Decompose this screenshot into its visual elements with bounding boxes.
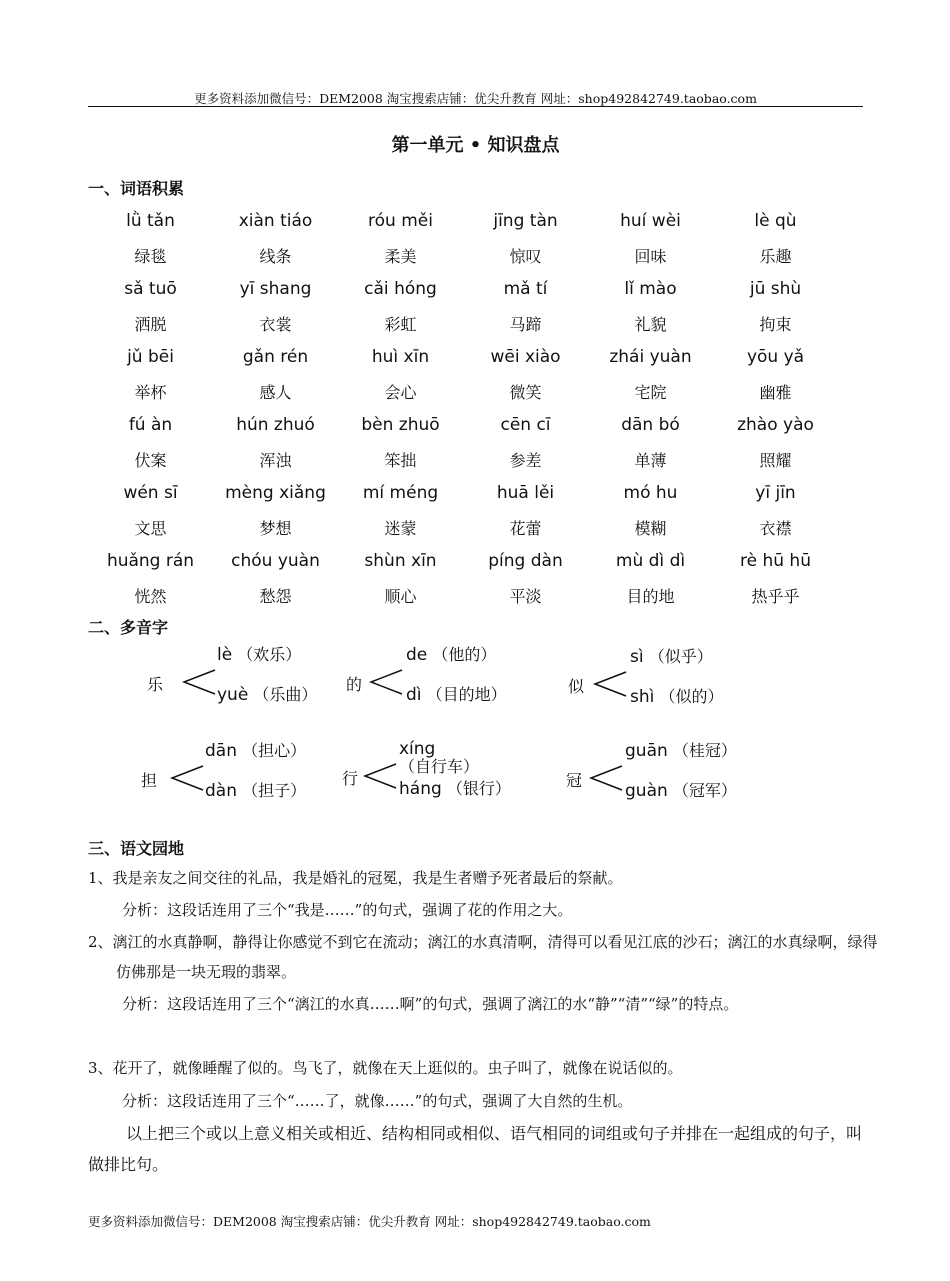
pinyin: huā lěi bbox=[496, 483, 555, 503]
polyphone-char: 担 bbox=[141, 771, 158, 790]
word: 梦想 bbox=[259, 518, 292, 538]
pinyin: lǐ mào bbox=[624, 279, 677, 299]
word: 平淡 bbox=[509, 586, 542, 606]
word: 回味 bbox=[634, 246, 667, 266]
brace-icon bbox=[588, 764, 624, 792]
reading-pinyin: guān bbox=[625, 741, 668, 761]
pinyin: rè hū hū bbox=[740, 551, 811, 571]
word: 衣裳 bbox=[259, 314, 292, 334]
pinyin: xiàn tiáo bbox=[238, 211, 313, 231]
hanzi-row bbox=[88, 306, 863, 340]
reading-2 bbox=[406, 686, 521, 704]
word: 乐趣 bbox=[759, 246, 792, 266]
example-sentence bbox=[88, 927, 878, 987]
section-heading-polyphones: 二、多音字 bbox=[88, 618, 169, 637]
reading-1 bbox=[399, 740, 519, 776]
hanzi-row bbox=[88, 374, 863, 408]
reading-word: （桂冠） bbox=[672, 741, 737, 760]
reading-pinyin: shì bbox=[630, 687, 655, 707]
example-sentence-text: 2、漓江的水真静啊，静得让你感觉不到它在流动；漓江的水真清啊，清得可以看见江底的沙石；漓江的水真绿啊，绿得仿佛那是一块无瑕的翡翠。 bbox=[88, 933, 878, 981]
pinyin-row bbox=[88, 340, 863, 374]
page-header: 更多资料添加微信号：DEM2008 淘宝搜索店铺：优尖升教育 网址：shop492842749.taobao.com bbox=[194, 91, 757, 106]
brace-icon bbox=[368, 668, 404, 696]
word: 马蹄 bbox=[509, 314, 542, 334]
reading-pinyin: dì bbox=[406, 685, 422, 705]
pinyin: lǜ tǎn bbox=[126, 211, 175, 231]
reading-pinyin: dàn bbox=[205, 781, 237, 801]
word: 顺心 bbox=[384, 586, 417, 606]
reading-word: （担心） bbox=[242, 741, 307, 760]
polyphone-group bbox=[342, 740, 532, 812]
section-heading-language-garden: 三、语文园地 bbox=[88, 839, 185, 858]
pinyin: huí wèi bbox=[620, 211, 681, 231]
reading-word: （担子） bbox=[242, 781, 307, 800]
polyphone-group bbox=[568, 648, 758, 720]
word: 单薄 bbox=[634, 450, 667, 470]
pinyin: shùn xīn bbox=[364, 551, 437, 571]
reading-word: （自行车） bbox=[399, 757, 480, 776]
pinyin: yī shang bbox=[239, 279, 312, 299]
pinyin-row bbox=[88, 408, 863, 442]
reading-pinyin: xíng bbox=[399, 739, 436, 759]
reading-pinyin: guàn bbox=[625, 781, 668, 801]
word: 微笑 bbox=[509, 382, 542, 402]
pinyin: zhào yào bbox=[737, 415, 814, 435]
polyphone-group bbox=[141, 742, 331, 814]
pinyin: yōu yǎ bbox=[746, 347, 805, 367]
pinyin-row bbox=[88, 476, 863, 510]
header-divider bbox=[88, 106, 863, 107]
polyphone-char: 似 bbox=[568, 677, 585, 696]
pinyin: mèng xiǎng bbox=[225, 483, 326, 503]
reading-1 bbox=[625, 742, 740, 760]
vocabulary-grid bbox=[88, 204, 863, 612]
pinyin: zhái yuàn bbox=[609, 347, 692, 367]
reading-word: （冠军） bbox=[672, 781, 737, 800]
polyphone-group bbox=[346, 646, 536, 718]
example-sentence: 1、我是亲友之间交往的礼品，我是婚礼的冠冕，我是生者赠予死者最后的祭献。 bbox=[88, 869, 623, 887]
brace-icon bbox=[362, 762, 398, 790]
pinyin: píng dàn bbox=[488, 551, 563, 571]
word: 宅院 bbox=[634, 382, 667, 402]
pinyin: mǎ tí bbox=[503, 279, 548, 299]
word: 衣襟 bbox=[759, 518, 792, 538]
word: 伏案 bbox=[134, 450, 167, 470]
hanzi-row bbox=[88, 510, 863, 544]
reading-pinyin: de bbox=[406, 645, 428, 665]
word: 彩虹 bbox=[384, 314, 417, 334]
word: 柔美 bbox=[384, 246, 417, 266]
reading-word: （似的） bbox=[659, 687, 724, 706]
pinyin: cǎi hóng bbox=[364, 279, 437, 299]
pinyin-row bbox=[88, 544, 863, 578]
reading-pinyin: háng bbox=[399, 779, 442, 799]
reading-pinyin: dān bbox=[205, 741, 237, 761]
hanzi-row bbox=[88, 578, 863, 612]
pinyin: chóu yuàn bbox=[231, 551, 320, 571]
reading-1 bbox=[630, 648, 745, 666]
analysis-text: 分析：这段话连用了三个“漓江的水真……啊”的句式，强调了漓江的水“静”“清”“绿”的特点。 bbox=[122, 995, 739, 1013]
word: 拘束 bbox=[759, 314, 792, 334]
reading-word: （似乎） bbox=[648, 647, 713, 666]
word: 幽雅 bbox=[759, 382, 792, 402]
word: 热乎乎 bbox=[751, 586, 800, 606]
pinyin: mó hu bbox=[623, 483, 678, 503]
word: 照耀 bbox=[759, 450, 792, 470]
reading-2 bbox=[217, 686, 332, 704]
summary-text: 以上把三个或以上意义相关或相近、结构相同或相似、语气相同的词组或句子并排在一起组成的句子，叫做排比句。 bbox=[88, 1124, 863, 1174]
polyphone-char: 乐 bbox=[147, 675, 164, 694]
pinyin: bèn zhuō bbox=[361, 415, 440, 435]
hanzi-row bbox=[88, 238, 863, 272]
word: 恍然 bbox=[134, 586, 167, 606]
pinyin: hún zhuó bbox=[236, 415, 315, 435]
example-sentence: 3、花开了，就像睡醒了似的。鸟飞了，就像在天上逛似的。虫子叫了，就像在说话似的。 bbox=[88, 1059, 683, 1077]
word: 洒脱 bbox=[134, 314, 167, 334]
polyphone-group bbox=[566, 742, 756, 814]
reading-word: （他的） bbox=[432, 645, 497, 664]
word: 线条 bbox=[259, 246, 292, 266]
reading-pinyin: sì bbox=[630, 647, 644, 667]
pinyin: mí méng bbox=[362, 483, 439, 503]
pinyin: gǎn rén bbox=[242, 347, 309, 367]
polyphone-char: 冠 bbox=[566, 771, 583, 790]
reading-2 bbox=[625, 782, 740, 800]
pinyin: yī jīn bbox=[755, 483, 796, 503]
word: 花蕾 bbox=[509, 518, 542, 538]
pinyin: jīng tàn bbox=[493, 211, 558, 231]
word: 举杯 bbox=[134, 382, 167, 402]
brace-icon bbox=[181, 668, 217, 696]
word: 笨拙 bbox=[384, 450, 417, 470]
pinyin: jǔ bēi bbox=[127, 347, 174, 367]
page-title: 第一单元 • 知识盘点 bbox=[391, 135, 560, 156]
reading-word: （欢乐） bbox=[237, 645, 302, 664]
reading-word: （乐曲） bbox=[253, 685, 318, 704]
polyphone-char: 的 bbox=[346, 675, 363, 694]
word: 模糊 bbox=[634, 518, 667, 538]
reading-pinyin: yuè bbox=[217, 685, 249, 705]
pinyin-row bbox=[88, 204, 863, 238]
reading-2 bbox=[399, 780, 514, 798]
reading-word: （银行） bbox=[446, 779, 511, 798]
pinyin: dān bó bbox=[621, 415, 680, 435]
section-heading-vocabulary: 一、词语积累 bbox=[88, 179, 185, 198]
word: 礼貌 bbox=[634, 314, 667, 334]
pinyin: jū shù bbox=[749, 279, 802, 299]
word: 参差 bbox=[509, 450, 542, 470]
polyphone-group bbox=[147, 646, 337, 718]
reading-1 bbox=[406, 646, 521, 664]
word: 惊叹 bbox=[509, 246, 542, 266]
pinyin: huì xīn bbox=[371, 347, 430, 367]
reading-word: （目的地） bbox=[426, 685, 507, 704]
hanzi-row bbox=[88, 442, 863, 476]
reading-1 bbox=[217, 646, 332, 664]
brace-icon bbox=[592, 670, 628, 698]
reading-2 bbox=[205, 782, 320, 800]
pinyin: wén sī bbox=[123, 483, 178, 503]
word: 浑浊 bbox=[259, 450, 292, 470]
word: 愁怨 bbox=[259, 586, 292, 606]
word: 绿毯 bbox=[134, 246, 167, 266]
pinyin: cēn cī bbox=[500, 415, 551, 435]
pinyin: mù dì dì bbox=[615, 551, 686, 571]
analysis-text: 分析：这段话连用了三个“……了，就像……”的句式，强调了大自然的生机。 bbox=[122, 1092, 633, 1110]
reading-1 bbox=[205, 742, 320, 760]
pinyin: wēi xiào bbox=[490, 347, 561, 367]
word: 目的地 bbox=[626, 586, 675, 606]
word: 迷蒙 bbox=[384, 518, 417, 538]
brace-icon bbox=[169, 764, 205, 792]
reading-2 bbox=[630, 688, 745, 706]
word: 会心 bbox=[384, 382, 417, 402]
reading-pinyin: lè bbox=[217, 645, 233, 665]
analysis-text: 分析：这段话连用了三个“我是……”的句式，强调了花的作用之大。 bbox=[122, 901, 573, 919]
pinyin-row bbox=[88, 272, 863, 306]
pinyin: sǎ tuō bbox=[124, 279, 177, 299]
pinyin: fú àn bbox=[128, 415, 173, 435]
pinyin: lè qù bbox=[754, 211, 797, 231]
pinyin: róu měi bbox=[368, 211, 433, 231]
page-footer: 更多资料添加微信号：DEM2008 淘宝搜索店铺：优尖升教育 网址：shop492842749.taobao.com bbox=[88, 1214, 651, 1229]
word: 感人 bbox=[259, 382, 292, 402]
polyphone-char: 行 bbox=[342, 769, 359, 788]
word: 文思 bbox=[134, 518, 167, 538]
pinyin: huǎng rán bbox=[106, 551, 195, 571]
